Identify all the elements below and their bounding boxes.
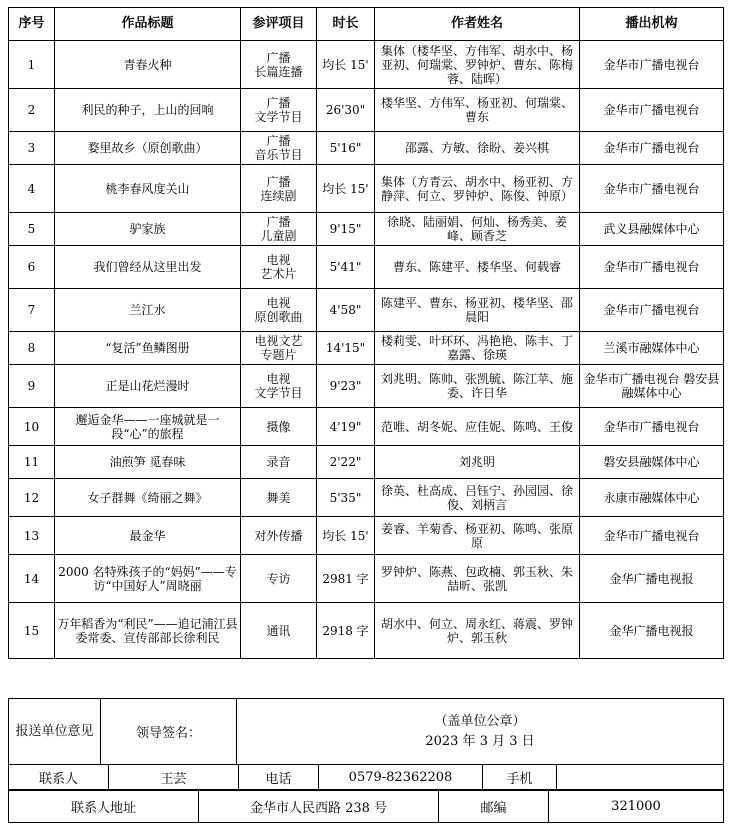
row-category [241,41,317,89]
row-broadcaster: 永康市融媒体中心 [580,479,724,517]
row-no: 8 [9,332,55,365]
works-table [8,7,724,659]
phone-label: 电话 [239,765,319,790]
row-title: 我们曾经从这里出发 [55,246,241,289]
table-row [9,165,724,213]
header-row [9,8,724,41]
row-authors: 陈建平、曹东、杨亚初、楼华坚、邵晨阳 [375,289,580,332]
row-category [241,555,317,603]
row-duration: 均长 15' [317,41,375,89]
row-authors: 楼华坚、方伟军、杨亚初、何瑞棠、曹东 [375,89,580,132]
row-no: 15 [9,603,55,659]
row-no: 5 [9,213,55,246]
table-row [9,132,724,165]
row-title: 青春火种 [55,41,241,89]
row-broadcaster: 金华市广播电视台 [580,165,724,213]
mobile-value [557,765,724,790]
row-authors: 曹东、陈建平、楼华坚、何载睿 [375,246,580,289]
row-authors: 刘兆明 [375,446,580,479]
contact-label: 联系人 [9,765,109,790]
row-duration: 均长 15' [317,165,375,213]
row-duration: 2981 字 [317,555,375,603]
category-line2: 艺术片 [260,267,297,281]
row-authors: 徐英、杜高成、吕钰宁、孙园园、徐俊、刘柄言 [375,479,580,517]
category-line1: 摄像 [266,419,291,434]
row-title: 最金华 [55,517,241,555]
category-line1: 广播 [266,134,291,148]
category-line2: 长篇连播 [254,64,303,79]
category-line1: 通讯 [266,623,291,638]
header-no: 序号 [9,8,55,41]
row-duration: 2918 字 [317,603,375,659]
row-category [241,517,317,555]
row-authors: 范唯、胡冬妮、应佳妮、陈鸣、王俊 [375,408,580,446]
row-duration: 2'22" [317,446,375,479]
row-duration: 5'16" [317,132,375,165]
table-row [9,332,724,365]
category-line2: 儿童剧 [260,229,297,243]
row-duration: 5'41" [317,246,375,289]
row-category [241,446,317,479]
row-no: 7 [9,289,55,332]
row-duration: 4'19" [317,408,375,446]
row-authors: 集体（方青云、胡水中、杨亚初、方静萍、何立、罗钟炉、陈俊、钟原） [375,165,580,213]
row-authors: 邵露、方敏、徐盼、姜兴棋 [375,132,580,165]
row-authors: 罗钟炉、陈燕、包政楠、郭玉秋、朱喆昕、张凯 [375,555,580,603]
table-row [9,555,724,603]
row-category [241,246,317,289]
header-category: 参评项目 [241,8,317,41]
row-broadcaster: 武义县融媒体中心 [580,213,724,246]
category-line1: 广播 [266,50,291,65]
category-line1: 电视文艺 [254,334,303,348]
table-row [9,479,724,517]
row-no: 9 [9,365,55,408]
row-no: 3 [9,132,55,165]
table-row [9,603,724,659]
table-row [9,213,724,246]
row-duration: 26'30" [317,89,375,132]
row-no: 14 [9,555,55,603]
category-line1: 广播 [266,96,291,110]
row-title: 兰江水 [55,289,241,332]
row-broadcaster: 金华市广播电视台 [580,132,724,165]
row-category [241,332,317,365]
row-category [241,603,317,659]
row-title: 桃李春风度关山 [55,165,241,213]
sign-date: 2023 年 3 月 3 日 [425,733,535,749]
category-line1: 广播 [266,174,291,189]
row-category [241,132,317,165]
row-category [241,289,317,332]
row-duration: 14'15" [317,332,375,365]
seal-area [237,699,724,765]
row-title: 万年稻香为“利民”——追记浦江县委常委、宣传部部长徐利民 [55,603,241,659]
header-broadcaster: 播出机构 [580,8,724,41]
category-line1: 电视 [266,296,291,310]
address-value: 金华市人民西路 238 号 [199,791,439,823]
row-title: 婺里故乡（原创歌曲） [55,132,241,165]
row-broadcaster: 金华市广播电视台 [580,246,724,289]
row-title: 油煎笋 觅春味 [55,446,241,479]
table-row [9,446,724,479]
row-broadcaster: 金华市广播电视台 [580,289,724,332]
row-broadcaster: 兰溪市融媒体中心 [580,332,724,365]
mobile-label: 手机 [483,765,557,790]
row-title: 女子群舞《绮丽之舞》 [55,479,241,517]
row-duration: 9'15" [317,213,375,246]
table-row [9,246,724,289]
row-title: “复活”鱼鳞图册 [55,332,241,365]
row-no: 1 [9,41,55,89]
row-broadcaster: 金华市广播电视台 [580,41,724,89]
row-no: 2 [9,89,55,132]
category-line1: 电视 [266,372,291,386]
contact-name: 王芸 [109,765,239,790]
contact-table [8,764,724,790]
header-authors: 作者姓名 [375,8,580,41]
address-label: 联系人地址 [9,791,199,823]
row-broadcaster: 磐安县融媒体中心 [580,446,724,479]
row-broadcaster: 金华市广播电视台 [580,89,724,132]
phone-value: 0579-82362208 [319,765,483,790]
category-line1: 录音 [266,455,291,469]
category-line2: 连续剧 [260,188,297,203]
row-title: 2000 名特殊孩子的“妈妈”——专访“中国好人”周晓丽 [55,555,241,603]
category-line1: 广播 [266,215,291,229]
category-line2: 文学节目 [254,110,303,124]
row-no: 13 [9,517,55,555]
row-category [241,213,317,246]
row-no: 11 [9,446,55,479]
table-row [9,89,724,132]
leader-sign-label: 领导签名： [101,699,237,765]
table-row [9,289,724,332]
row-no: 10 [9,408,55,446]
table-row [9,365,724,408]
table-row [9,408,724,446]
row-broadcaster: 金华市广播电视台 [580,408,724,446]
row-broadcaster: 金华广播电视报 [580,555,724,603]
row-category [241,408,317,446]
row-category [241,89,317,132]
category-line1: 舞美 [266,490,291,505]
row-broadcaster: 金华市广播电视台 磐安县融媒体中心 [580,365,724,408]
header-title: 作品标题 [55,8,241,41]
row-broadcaster: 金华市广播电视台 [580,517,724,555]
row-no: 6 [9,246,55,289]
row-authors: 集体（楼华坚、方伟军、胡水中、杨亚初、何瑞棠、罗钟炉、曹东、陈梅蓉、陆晖） [375,41,580,89]
postcode-label: 邮编 [439,791,549,823]
row-duration: 4'58" [317,289,375,332]
row-duration: 9'23" [317,365,375,408]
table-row [9,41,724,89]
row-authors: 徐晓、陆丽娟、何灿、杨秀美、姜峰、顾香芝 [375,213,580,246]
row-category [241,365,317,408]
category-line1: 对外传播 [254,528,303,543]
row-title: 正是山花烂漫时 [55,365,241,408]
row-duration: 均长 15' [317,517,375,555]
row-authors: 胡水中、何立、周永红、蒋震、罗钟炉、郭玉秋 [375,603,580,659]
category-line2: 专题片 [260,348,297,362]
postcode-value: 321000 [549,791,724,823]
row-title: 利民的种子，上山的回响 [55,89,241,132]
row-authors: 刘兆明、陈帅、张凯毓、陈江苹、施委、许日华 [375,365,580,408]
row-broadcaster: 金华广播电视报 [580,603,724,659]
category-line1: 电视 [266,253,291,267]
row-title: 驴家族 [55,213,241,246]
row-title: 邂逅金华——一座城就是一段“心”的旅程 [55,408,241,446]
header-duration: 时长 [317,8,375,41]
row-no: 12 [9,479,55,517]
category-line1: 专访 [266,571,291,586]
unit-opinion-label: 报送单位意见 [9,699,101,765]
row-category [241,165,317,213]
row-category [241,479,317,517]
opinion-table [8,698,724,765]
category-line2: 文学节目 [254,386,303,400]
category-line2: 原创歌曲 [254,310,303,324]
row-duration: 5'35" [317,479,375,517]
row-authors: 楼莉雯、叶环环、冯艳艳、陈丰、丁嘉露、徐瑛 [375,332,580,365]
category-line2: 音乐节目 [254,148,303,162]
seal-text: （盖单位公章） [434,713,526,729]
table-row [9,517,724,555]
address-table [8,790,724,823]
row-authors: 姜睿、羊菊香、杨亚初、陈鸣、张原原 [375,517,580,555]
row-no: 4 [9,165,55,213]
